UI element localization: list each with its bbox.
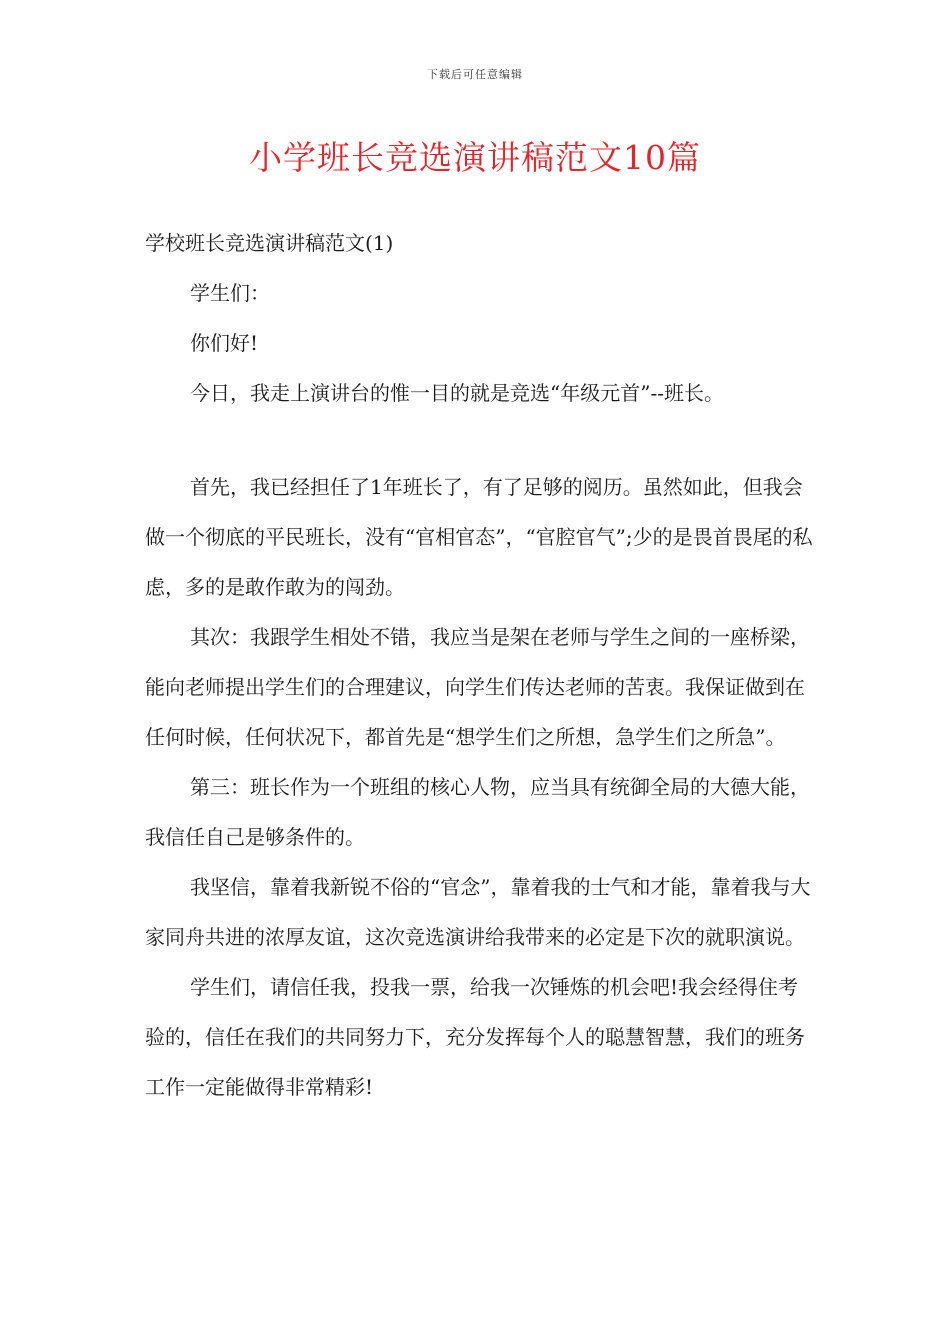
paragraph-second: 其次：我跟学生相处不错，我应当是架在老师与学生之间的一座桥梁，能向老师提出学生们的合理建议，向学生们传达老师的苦衷。我保证做到在任何时候，任何状况下，都首先是“想学生们之所想，急学生们之所急”。 <box>145 625 810 749</box>
section-title: 学校班长竞选演讲稿范文(1) <box>145 231 394 255</box>
paragraph-believe: 我坚信，靠着我新锐不俗的“官念”，靠着我的士气和才能，靠着我与大家同舟共进的浓厚友谊，这次竞选演讲给我带来的必定是下次的就职演说。 <box>145 875 811 949</box>
paragraph-closing: 学生们，请信任我，投我一票，给我一次锤炼的机会吧!我会经得住考验的，信任在我们的共同努力下，充分发挥每个人的聪慧智慧，我们的班务工作一定能做得非常精彩! <box>145 975 805 1099</box>
document-body <box>145 218 815 1112</box>
paragraph-hello: 你们好! <box>190 331 259 355</box>
paragraph-greeting: 学生们： <box>190 281 270 305</box>
paragraph-first: 首先，我已经担任了1年班长了，有了足够的阅历。虽然如此，但我会做一个彻底的平民班长，没有“官相官态”，“官腔官气”;少的是畏首畏尾的私虑，多的是敢作敢为的闯劲。 <box>145 475 813 599</box>
header-note: 下载后可任意编辑 <box>427 68 523 81</box>
paragraph-gap <box>145 418 815 462</box>
paragraph-intro: 今日，我走上演讲台的惟一目的就是竞选“年级元首”--班长。 <box>190 381 724 405</box>
document-title: 小学班长竞选演讲稿范文10篇 <box>249 138 701 177</box>
paragraph-third: 第三：班长作为一个班组的核心人物，应当具有统御全局的大德大能，我信任自己是够条件的。 <box>145 775 810 849</box>
